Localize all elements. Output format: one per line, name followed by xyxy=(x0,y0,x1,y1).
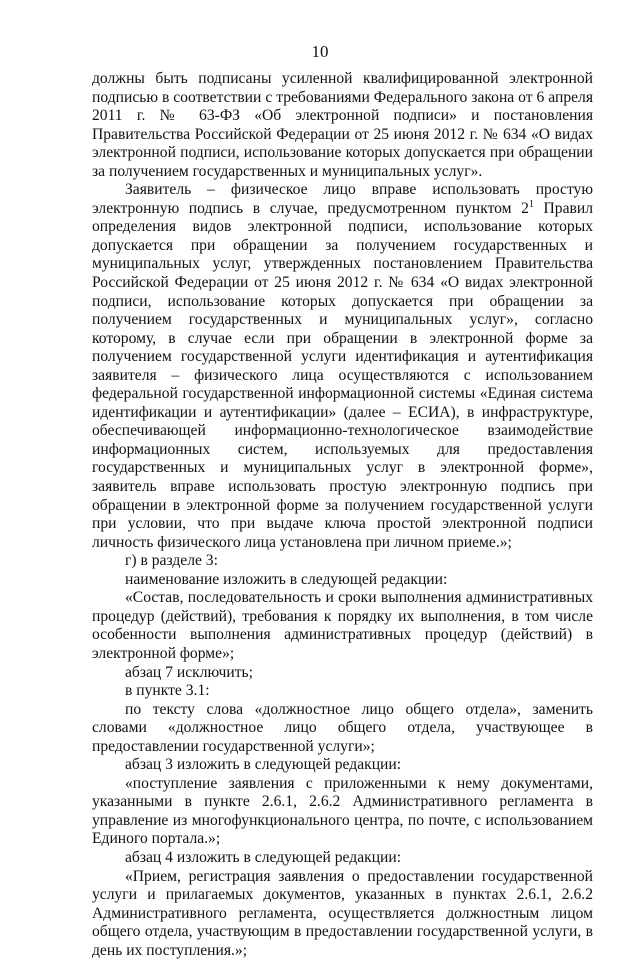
paragraph-abzac-3: абзац 3 изложить в следующей редакции: xyxy=(125,756,402,774)
paragraph-new-title: «Состав, последовательность и сроки выполнения административных процедур (действий), требования к порядку их выполнения, в том числе особенности выполнения административных процедур (действий) в электронной форме»; xyxy=(92,589,593,662)
paragraph-registration: «Прием, регистрация заявления о предоставлении государственной услуги и прилагаемых документов, указанных в пунктах 2.6.1, 2.6.2 Административного регламента, осуществляется должностным лицом общего отдела, участвующим в предоставлении государственной услуги, в день их поступления.»; xyxy=(92,867,593,959)
paragraph-signature-requirements: должны быть подписаны усиленной квалифицированной электронной подписью в соответствии с требованиями Федерального закона от 6 апреля 2011 г. № 63-ФЗ «Об электронной подписи» и постановления Правительства Российской Федерации от 25 июня 2012 г. № 634 «О видах электронной подписи, использование которых допускается при обращении за получением государственных и муниципальных услуг». xyxy=(92,70,593,180)
page-number: 10 xyxy=(311,42,329,61)
paragraph-exclude-7: абзац 7 исключить; xyxy=(125,663,254,681)
paragraph-receipt: «поступление заявления с приложенными к нему документами, указанными в пункте 2.6.1, 2.6.2 Административного регламента в управление из многофункционального центра, по почте, с использованием Единого портала.»; xyxy=(92,774,593,848)
paragraph-title-edit: наименование изложить в следующей редакции: xyxy=(125,570,448,588)
paragraph-abzac-4: абзац 4 изложить в следующей редакции: xyxy=(125,848,402,866)
superscript-reference: 1 xyxy=(528,198,534,210)
paragraph-point-3-1: в пункте 3.1: xyxy=(125,682,210,700)
paragraph-text-part: Правил определения видов электронной подписи, использование которых допускается при обращении за получением государственных и муниципальных услуг, утвержденных постановлением Правительства Российской Федерации от 25 июня 2012 г. № 634 «О видах электронной подписи, использование которых допускается при обращении за получением государственных и муниципальных услуг», согласно которому, в случае если при обращении в электронной форме за получением государственной услуги идентификация и аутентификация заявителя – физического лица осуществляются с использованием федеральной государственной информационной системы «Единая система идентификации и аутентификации» (далее – ЕСИА), в инфраструктуре, обеспечивающей информационно-технологическое взаимодействие информационных систем, используемых для предоставления государственных и муниципальных услуг в электронной форме», заявитель вправе использовать простую электронную подпись при обращении в электронной форме за получением государственной услуги при условии, что при выдаче ключа простой электронной подписи личность физического лица установлена при личном приеме.»; xyxy=(92,199,593,551)
paragraph-section-3: г) в разделе 3: xyxy=(125,552,218,570)
paragraph-replace-words: по тексту слова «должностное лицо общего отдела», заменить словами «должностное лицо общего отдела, участвующее в предоставлении государственной услуги»; xyxy=(92,700,593,755)
document-body xyxy=(92,70,593,960)
paragraph-text-part: Заявитель – физическое лицо вправе использовать простую электронную подпись в случае, предусмотренном пунктом 2 xyxy=(92,181,593,217)
paragraph-simple-signature xyxy=(92,181,593,552)
